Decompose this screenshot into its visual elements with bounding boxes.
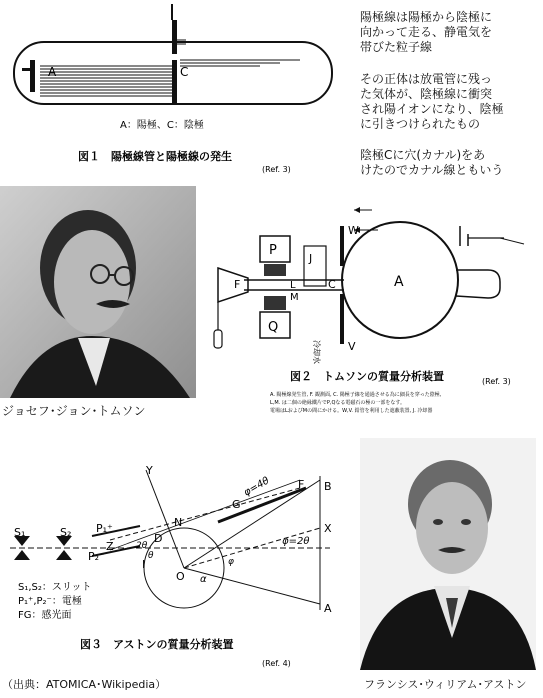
fig3-ref: (Ref. 4) [262, 659, 291, 668]
fig2-label-v: V [348, 340, 356, 353]
fig2-label-coolant: 冷却水 [312, 340, 321, 364]
fig3-label-angle2: φ=2θ [282, 536, 310, 547]
fig1-label-a: A [48, 65, 57, 79]
fig2-note-3: 電場はLおよびMの間にかける。W,V. 鉛管を利用した遮蔽装置, J. 冷却器 [270, 408, 433, 414]
fig3-legend-photoplate: FG：感光面 [18, 610, 72, 621]
fig3-label-p2: P₂⁻ [88, 550, 105, 563]
fig2-label-p: P [269, 243, 277, 258]
figure-2-thomson-apparatus [204, 190, 540, 420]
fig2-label-l: L [290, 280, 296, 291]
fig3-label-g: G [232, 498, 241, 511]
fig3-label-o: O [176, 570, 185, 583]
fig3-label-theta: θ [148, 551, 154, 561]
figure-3-aston-apparatus [0, 440, 350, 676]
aston-portrait-drawing [360, 438, 536, 670]
fig1-ref: (Ref. 3) [262, 165, 291, 174]
fig3-legend-electrodes: P₁⁺,P₂⁻：電極 [18, 596, 82, 607]
fig2-note-1: A. 陽極線発生管, F. 観測面, C. 陽極子線を通過させる為に細長を穿った陰極, [270, 392, 442, 398]
aston-caption: フランシス･ウィリアム･アストン [364, 678, 527, 691]
fig3-label-a: A [324, 602, 332, 615]
fig1-caption: 図１ 陽極線管と陽極線の発生 [78, 150, 232, 163]
thomson-portrait-drawing [0, 186, 196, 398]
fig3-label-s1: S₁ [14, 526, 26, 539]
fig3-label-n: N [174, 516, 183, 529]
note-canal-ray: 陰極Cに穴(カナル)をあ けたのでカナル線ともいう [360, 148, 504, 177]
fig3-legend-slits: S₁,S₂：スリット [18, 582, 92, 593]
aston-portrait [360, 438, 536, 670]
fig2-label-j: J [309, 252, 313, 265]
fig2-label-m: M [290, 292, 299, 303]
fig3-label-f: F [298, 478, 305, 491]
fig3-label-twotheta: 2θ [136, 541, 148, 551]
note-anode-ray-definition: 陽極線は陽極から陰極に 向かって走る、静電気を 帯びた粒子線 [360, 10, 493, 54]
thomson-portrait [0, 186, 196, 398]
note-anode-ray-origin: その正体は放電管に残っ た気体が、陰極線に衝突 され陽イオンになり、陰極 に引きつけられたもの [360, 72, 504, 131]
fig2-ref: (Ref. 3) [482, 377, 511, 386]
fig3-label-s2: S₂ [60, 526, 72, 539]
fig3-caption: 図３ アストンの質量分析装置 [80, 638, 234, 651]
fig3-label-p1: P₁⁺ [96, 522, 113, 535]
fig2-label-f: F [234, 278, 241, 291]
source-credit: （出典：ATOMICA･Wikipedia） [2, 678, 167, 691]
fig2-label-c: C [328, 278, 336, 291]
fig2-note-2: L,M. は二個の絶縁鐵片でP,Qなる電磁石の極の一部をなす。 [270, 400, 406, 406]
fig3-label-i: I [142, 558, 146, 571]
fig2-label-w: W [348, 224, 359, 237]
fig1-legend: A：陽極、C：陰極 [120, 120, 204, 131]
fig3-label-phi: φ [228, 557, 234, 567]
fig2-caption: 図２ トムソンの質量分析装置 [290, 370, 444, 383]
fig3-label-x: X [324, 522, 332, 535]
fig2-label-q: Q [268, 320, 279, 335]
fig3-label-b: B [324, 480, 332, 493]
figure-1-anode-ray-tube [0, 0, 350, 180]
fig3-label-z: Z [106, 540, 114, 553]
fig3-label-alpha: α [200, 574, 207, 585]
fig3-label-angle1: φ=4θ [242, 475, 272, 499]
thomson-caption: ジョセフ･ジョン･トムソン [2, 404, 146, 418]
fig3-label-y: Y [146, 464, 153, 477]
fig1-label-c: C [180, 65, 189, 79]
fig2-label-a: A [394, 274, 404, 290]
fig3-label-d: D [154, 532, 163, 545]
